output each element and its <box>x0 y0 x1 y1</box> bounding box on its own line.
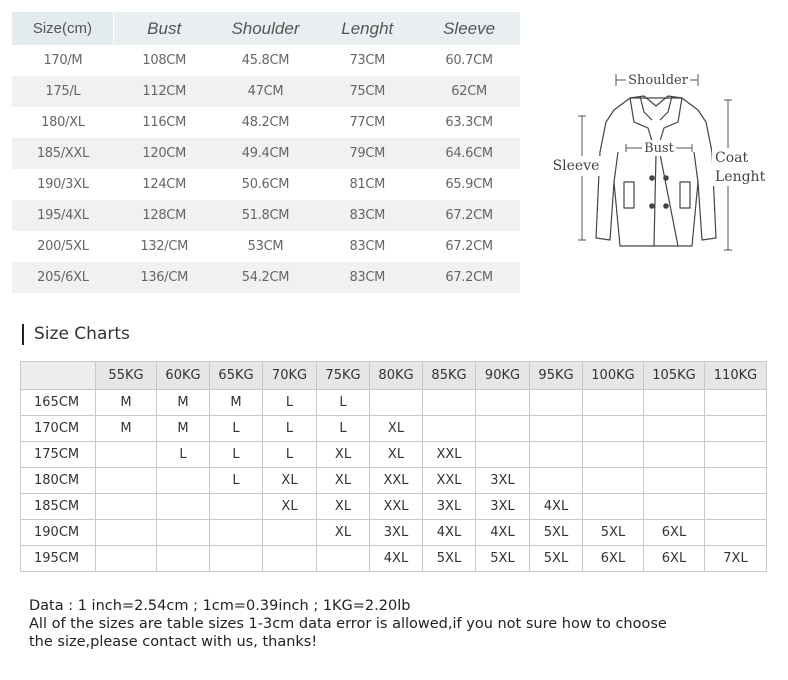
size-table-row <box>12 45 520 76</box>
size-table-cell: 67.2CM <box>418 231 520 262</box>
weight-header-cell: 100KG <box>583 362 644 390</box>
size-cell: L <box>317 416 370 442</box>
size-table-cell: 112CM <box>114 76 215 107</box>
size-table-row <box>12 107 520 138</box>
size-table-row <box>12 76 520 107</box>
weight-header-cell: 65KG <box>210 362 263 390</box>
size-cell: XL <box>317 468 370 494</box>
size-cell <box>210 546 263 572</box>
size-cell: 4XL <box>476 520 530 546</box>
size-table-cell: 116CM <box>114 107 215 138</box>
diagram-label-shoulder: Shoulder <box>628 73 688 88</box>
size-cell <box>210 494 263 520</box>
size-cell: XL <box>263 494 317 520</box>
size-table-cell: 180/XL <box>12 107 114 138</box>
size-cell: L <box>157 442 210 468</box>
weight-header-cell: 85KG <box>423 362 476 390</box>
size-table-cell: 170/M <box>12 45 114 76</box>
diagram-label-length: Lenght <box>715 169 766 185</box>
size-cell <box>644 468 705 494</box>
size-table-row <box>12 262 520 293</box>
size-cell <box>210 520 263 546</box>
chart-row <box>21 442 767 468</box>
weight-header-cell: 95KG <box>530 362 583 390</box>
height-weight-size-chart <box>20 361 767 572</box>
size-cell <box>705 520 767 546</box>
size-table-cell: 63.3CM <box>418 107 520 138</box>
size-cell <box>530 468 583 494</box>
size-cell <box>644 494 705 520</box>
weight-header-cell: 80KG <box>370 362 423 390</box>
size-table-row <box>12 200 520 231</box>
size-header-sleeve: Sleeve <box>418 12 520 45</box>
size-table-header-row <box>12 12 520 45</box>
size-cell <box>96 520 157 546</box>
size-cell <box>705 494 767 520</box>
size-table-cell: 132/CM <box>114 231 215 262</box>
size-cell: M <box>157 390 210 416</box>
size-cell: 3XL <box>476 468 530 494</box>
size-cell: 6XL <box>644 546 705 572</box>
weight-header-cell: 110KG <box>705 362 767 390</box>
size-cell <box>96 546 157 572</box>
size-table-cell: 77CM <box>316 107 418 138</box>
size-header-length: Lenght <box>316 12 418 45</box>
size-cell <box>530 442 583 468</box>
size-table-cell: 67.2CM <box>418 262 520 293</box>
size-header-bust: Bust <box>114 12 215 45</box>
size-cell <box>644 416 705 442</box>
size-cell: 6XL <box>583 546 644 572</box>
size-table-row <box>12 231 520 262</box>
size-cell: XL <box>370 442 423 468</box>
size-table-cell: 128CM <box>114 200 215 231</box>
weight-header-cell: 90KG <box>476 362 530 390</box>
size-table-cell: 190/3XL <box>12 169 114 200</box>
size-cell <box>96 494 157 520</box>
size-cell <box>476 416 530 442</box>
size-table-cell: 47CM <box>215 76 317 107</box>
chart-corner-cell <box>21 362 96 390</box>
size-cell <box>705 416 767 442</box>
size-table-cell: 81CM <box>316 169 418 200</box>
size-cell: XXL <box>423 468 476 494</box>
size-cell: 5XL <box>530 520 583 546</box>
size-table-cell: 185/XXL <box>12 138 114 169</box>
size-cell <box>157 468 210 494</box>
size-cell <box>157 546 210 572</box>
size-table-cell: 200/5XL <box>12 231 114 262</box>
size-cell: L <box>210 468 263 494</box>
size-table-cell: 108CM <box>114 45 215 76</box>
size-table-cell: 48.2CM <box>215 107 317 138</box>
chart-row <box>21 468 767 494</box>
size-table-cell: 175/L <box>12 76 114 107</box>
size-cell: 4XL <box>423 520 476 546</box>
size-table-cell: 124CM <box>114 169 215 200</box>
size-cell <box>530 390 583 416</box>
size-cell <box>263 520 317 546</box>
size-cell: 3XL <box>423 494 476 520</box>
size-cell <box>705 390 767 416</box>
size-cell <box>644 390 705 416</box>
size-cell: XL <box>263 468 317 494</box>
height-cell: 165CM <box>21 390 96 416</box>
height-cell: 170CM <box>21 416 96 442</box>
size-cell: 4XL <box>530 494 583 520</box>
size-cell <box>423 416 476 442</box>
section-heading <box>22 323 130 345</box>
size-cell: XL <box>317 520 370 546</box>
weight-header-cell: 60KG <box>157 362 210 390</box>
size-cell: 4XL <box>370 546 423 572</box>
size-table-cell: 65.9CM <box>418 169 520 200</box>
weight-header-cell: 105KG <box>644 362 705 390</box>
coat-outline-icon <box>596 96 716 246</box>
diagram-label-sleeve: Sleeve <box>552 158 600 174</box>
chart-row <box>21 494 767 520</box>
weight-header-cell: 75KG <box>317 362 370 390</box>
height-cell: 195CM <box>21 546 96 572</box>
size-cell <box>476 442 530 468</box>
size-cell: 3XL <box>476 494 530 520</box>
size-table-row <box>12 138 520 169</box>
size-measurement-table <box>12 12 520 293</box>
size-cell: XL <box>370 416 423 442</box>
height-cell: 180CM <box>21 468 96 494</box>
size-table-cell: 136/CM <box>114 262 215 293</box>
heading-bar <box>22 324 24 345</box>
size-table-body <box>12 45 520 293</box>
size-table-cell: 50.6CM <box>215 169 317 200</box>
size-cell <box>476 390 530 416</box>
size-cell: XXL <box>370 494 423 520</box>
size-table-cell: 67.2CM <box>418 200 520 231</box>
size-table-cell: 79CM <box>316 138 418 169</box>
size-cell: XXL <box>370 468 423 494</box>
size-table-cell: 45.8CM <box>215 45 317 76</box>
chart-row <box>21 390 767 416</box>
size-table-cell: 195/4XL <box>12 200 114 231</box>
size-cell: 3XL <box>370 520 423 546</box>
size-cell: M <box>96 416 157 442</box>
size-cell: 5XL <box>583 520 644 546</box>
size-cell: 6XL <box>644 520 705 546</box>
size-cell <box>583 468 644 494</box>
height-cell: 175CM <box>21 442 96 468</box>
size-cell: XL <box>317 442 370 468</box>
note-error: All of the sizes are table sizes 1-3cm data error is allowed,if you not sure how to choose <box>29 616 667 632</box>
size-cell: L <box>317 390 370 416</box>
size-cell: L <box>263 416 317 442</box>
size-cell: XL <box>317 494 370 520</box>
note-contact: the size,please contact with us, thanks! <box>29 634 318 650</box>
size-table-cell: 54.2CM <box>215 262 317 293</box>
size-cell <box>583 494 644 520</box>
size-cell: L <box>263 442 317 468</box>
height-cell: 185CM <box>21 494 96 520</box>
size-table-cell: 64.6CM <box>418 138 520 169</box>
size-cell: 5XL <box>530 546 583 572</box>
size-cell <box>96 468 157 494</box>
size-cell <box>705 442 767 468</box>
size-table-cell: 83CM <box>316 200 418 231</box>
size-cell <box>263 546 317 572</box>
size-cell <box>530 416 583 442</box>
size-cell: M <box>210 390 263 416</box>
size-table-cell: 60.7CM <box>418 45 520 76</box>
coat-measurement-diagram <box>548 62 768 262</box>
height-cell: 190CM <box>21 520 96 546</box>
size-table-cell: 51.8CM <box>215 200 317 231</box>
size-cell: 5XL <box>423 546 476 572</box>
size-cell <box>583 442 644 468</box>
chart-row <box>21 546 767 572</box>
size-cell <box>317 546 370 572</box>
size-cell: L <box>210 416 263 442</box>
size-header-shoulder: Shoulder <box>215 12 317 45</box>
size-cell: M <box>157 416 210 442</box>
weight-header-row <box>21 362 767 390</box>
chart-body <box>21 390 767 572</box>
size-table-cell: 75CM <box>316 76 418 107</box>
size-cell <box>157 494 210 520</box>
size-cell <box>583 390 644 416</box>
size-cell <box>423 390 476 416</box>
size-header-size: Size(cm) <box>12 12 114 45</box>
size-cell <box>157 520 210 546</box>
size-cell <box>96 442 157 468</box>
section-title: Size Charts <box>34 324 130 344</box>
size-cell: 7XL <box>705 546 767 572</box>
chart-row <box>21 520 767 546</box>
size-table-cell: 120CM <box>114 138 215 169</box>
diagram-label-coat: Coat <box>715 150 749 166</box>
weight-header-cell: 70KG <box>263 362 317 390</box>
size-cell <box>370 390 423 416</box>
diagram-label-bust: Bust <box>644 141 674 156</box>
size-table-cell: 62CM <box>418 76 520 107</box>
weight-header-cell: 55KG <box>96 362 157 390</box>
size-table-cell: 205/6XL <box>12 262 114 293</box>
size-table-cell: 53CM <box>215 231 317 262</box>
size-cell: 5XL <box>476 546 530 572</box>
size-cell: L <box>263 390 317 416</box>
size-cell <box>644 442 705 468</box>
chart-row <box>21 416 767 442</box>
size-table-row <box>12 169 520 200</box>
size-table-cell: 83CM <box>316 262 418 293</box>
size-cell <box>705 468 767 494</box>
size-table-cell: 83CM <box>316 231 418 262</box>
size-cell <box>583 416 644 442</box>
size-cell: L <box>210 442 263 468</box>
size-table-cell: 73CM <box>316 45 418 76</box>
notes <box>29 597 769 651</box>
size-cell: M <box>96 390 157 416</box>
note-conversion: Data : 1 inch=2.54cm ; 1cm=0.39inch ; 1KG=2.20lb <box>29 598 411 614</box>
size-table-cell: 49.4CM <box>215 138 317 169</box>
size-cell: XXL <box>423 442 476 468</box>
